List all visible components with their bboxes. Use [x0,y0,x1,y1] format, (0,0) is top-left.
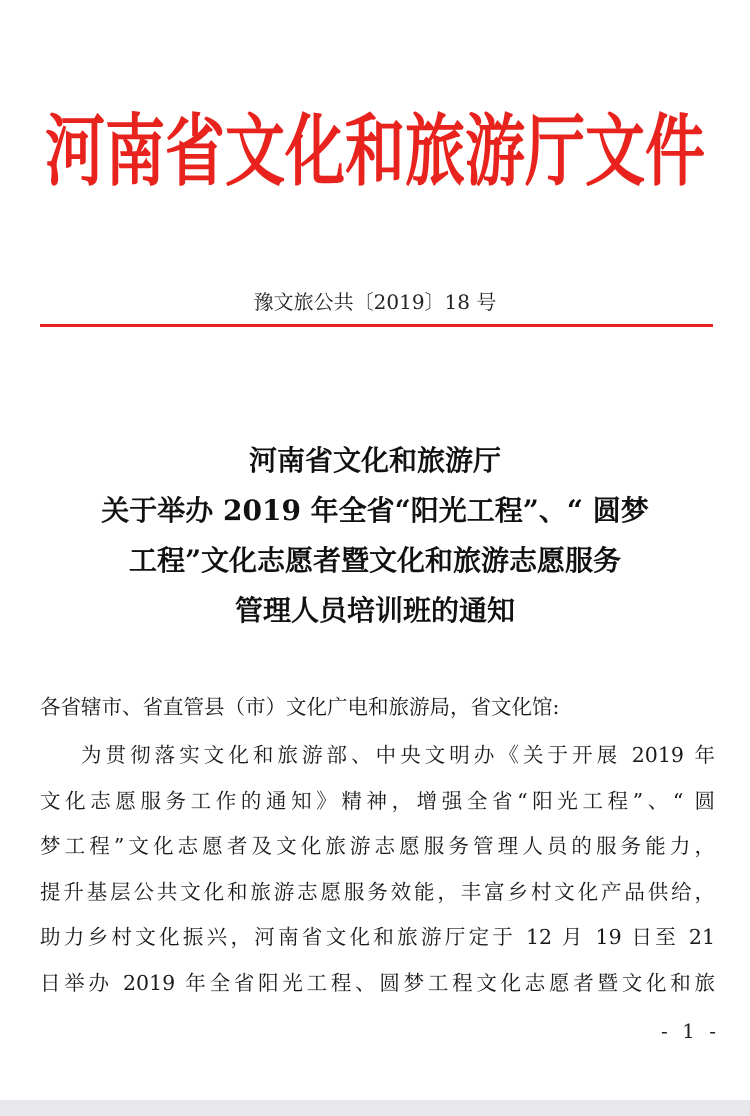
title-line: 关于举办 2019 年全省“阳光工程”、“ 圆梦 [101,494,649,527]
body-paragraph [40,733,715,1006]
red-divider-rule [40,324,713,327]
paragraph-line: 提升基层公共文化和旅游志愿服务效能，丰富乡村文化产品供给， [40,879,715,904]
paragraph-line: 文化志愿服务工作的通知》精神，增强全省“阳光工程”、“ 圆 [40,788,715,813]
paragraph-line: 梦工程”文化志愿者及文化旅游志愿服务管理人员的服务能力， [40,834,715,858]
page-number: - 1 - [661,1019,720,1043]
paragraph-line: 助力乡村文化振兴，河南省文化和旅游厅定于 12 月 19 日至 21 [40,925,715,949]
title-line: 管理人员培训班的通知 [234,594,515,627]
paragraph-line: 日举办 2019 年全省阳光工程、圆梦工程文化志愿者暨文化和旅 [40,970,715,995]
notice-title [0,436,750,636]
masthead-title: 河南省文化和旅游厅文件 [45,106,705,198]
title-line: 河南省文化和旅游厅 [248,444,501,477]
document-number: 豫文旅公共〔2019〕18 号 [253,290,497,314]
salutation: 各省辖市、省直管县（市）文化广电和旅游局，省文化馆: [40,695,560,719]
viewer-bottom-strip [0,1100,750,1116]
title-line: 工程”文化志愿者暨文化和旅游志愿服务 [128,544,622,577]
paragraph-line: 为贯彻落实文化和旅游部、中央文明办《关于开展 2019 年 [81,743,715,767]
